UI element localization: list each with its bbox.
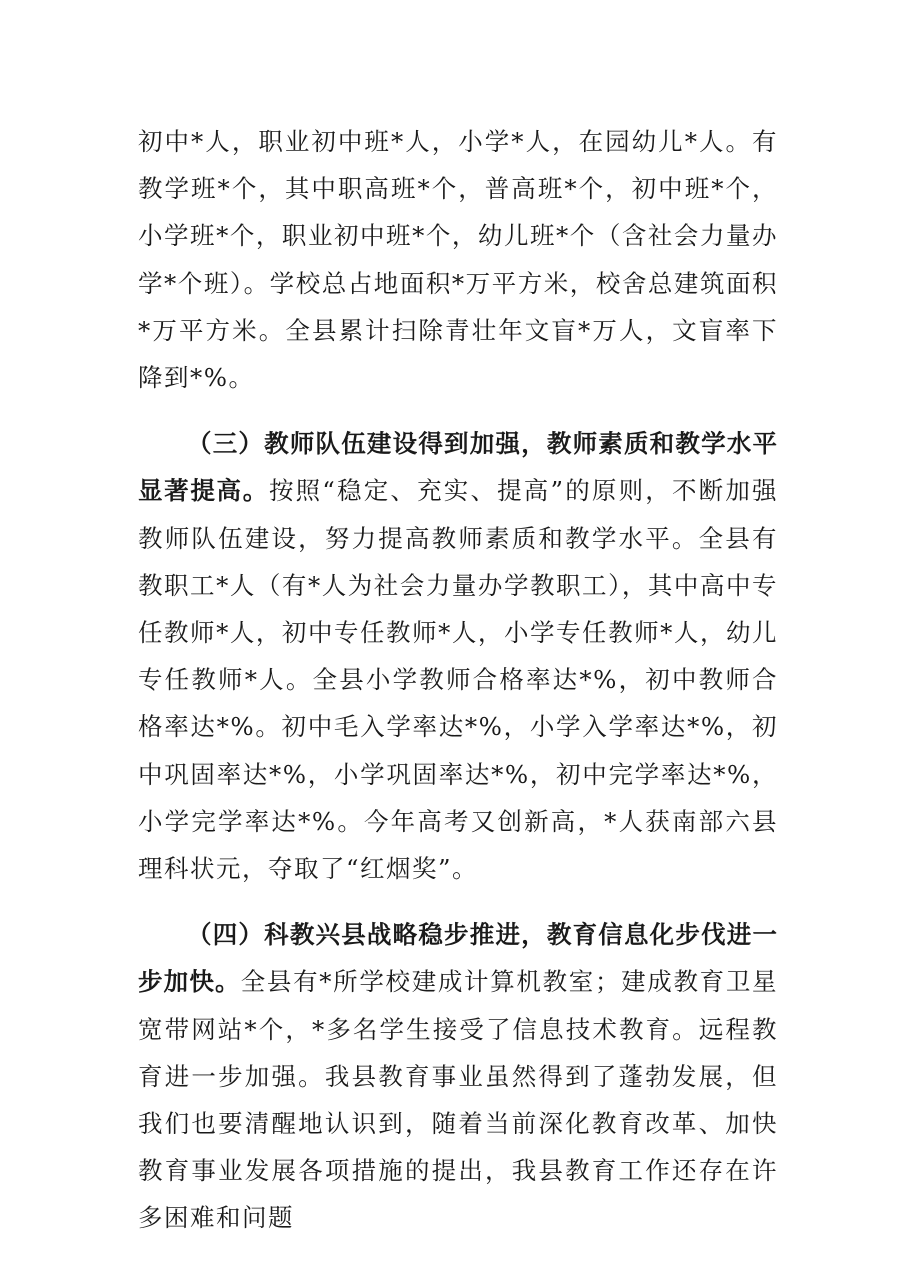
paragraph-continuation (138, 118, 778, 401)
paragraph-education-informatization (138, 911, 778, 1241)
paragraph-heading: （三）教师队伍建设得到加强，教师素质和教学水平显著提高。 (138, 429, 778, 506)
paragraph-heading: （四）科教兴县战略稳步推进，教育信息化步伐进一步加快。 (138, 920, 778, 997)
document-page (138, 118, 778, 1242)
paragraph-body: 初中*人，职业初中班*人，小学*人，在园幼儿*人。有教学班*个，其中职高班*个，普高班*个，初中班*个，小学班*个，职业初中班*个，幼儿班*个（含社会力量办学*个班）。学校总占地面积*万平方米，校舍总建筑面积*万平方米。全县累计扫除青壮年文盲*万人，文盲率下降到*%。 (138, 127, 778, 393)
paragraph-body: 按照“稳定、充实、提高”的原则，不断加强教师队伍建设，努力提高教师素质和教学水平。全县有教职工*人（有*人为社会力量办学教职工），其中高中专任教师*人，初中专任教师*人，小学专任教师*人，幼儿专任教师*人。全县小学教师合格率达*%，初中教师合格率达*%。初中毛入学率达*%，小学入学率达*%，初中巩固率达*%，小学巩固率达*%，初中完学率达*%，小学完学率达*%。今年高考又创新高，*人获南部六县理科状元，夺取了“红烟奖”。 (138, 476, 778, 884)
paragraph-body: 全县有*所学校建成计算机教室；建成教育卫星宽带网站*个，*多名学生接受了信息技术教育。远程教育进一步加强。我县教育事业虽然得到了蓬勃发展，但我们也要清醒地认识到，随着当前深化教育改革、加快教育事业发展各项措施的提出，我县教育工作还存在许多困难和问题 (138, 967, 779, 1233)
paragraph-teacher-team (138, 420, 778, 892)
